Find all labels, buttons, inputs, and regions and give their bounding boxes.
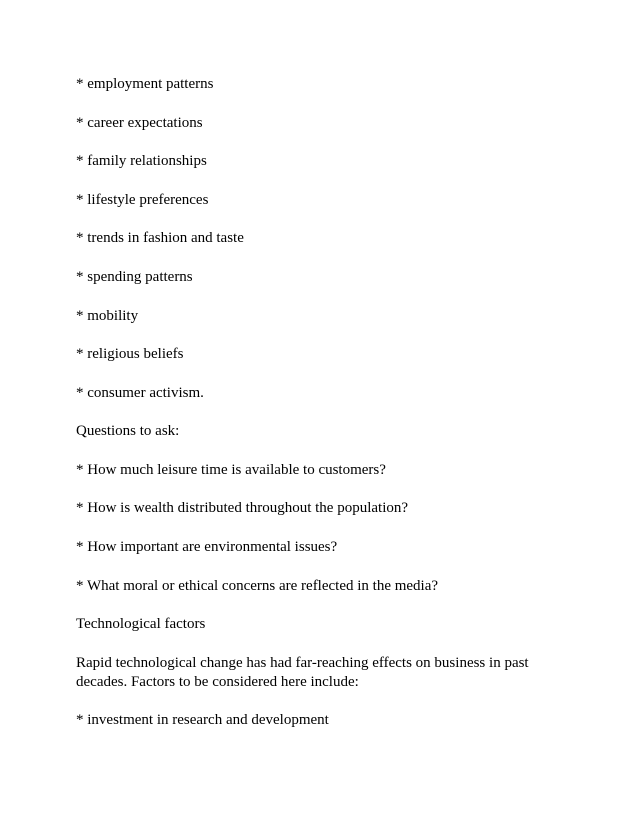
intro-paragraph-line: decades. Factors to be considered here include: <box>76 674 359 690</box>
list-item-employment-patterns: * employment patterns <box>76 76 214 92</box>
questions-heading: Questions to ask: <box>76 423 180 439</box>
list-item-family-relationships: * family relationships <box>76 153 207 169</box>
question-leisure-time: * How much leisure time is available to customers? <box>76 462 386 478</box>
intro-paragraph-line: Rapid technological change has had far-reaching effects on business in past <box>76 655 529 671</box>
question-wealth-distribution: * How is wealth distributed throughout the population? <box>76 500 409 516</box>
question-moral-ethical-concerns: * What moral or ethical concerns are reflected in the media? <box>76 578 439 594</box>
section-heading-technological-factors: Technological factors <box>76 616 206 632</box>
list-item-religious-beliefs: * religious beliefs <box>76 346 184 362</box>
question-environmental-issues: * How important are environmental issues? <box>76 539 338 555</box>
intro-paragraph <box>76 654 546 692</box>
list-item-lifestyle-preferences: * lifestyle preferences <box>76 192 209 208</box>
list-item-trends-in-fashion: * trends in fashion and taste <box>76 230 244 246</box>
list-item-spending-patterns: * spending patterns <box>76 269 193 285</box>
list-item-investment-in-research: * investment in research and development <box>76 712 329 728</box>
list-item-consumer-activism: * consumer activism. <box>76 385 204 401</box>
list-item-career-expectations: * career expectations <box>76 115 203 131</box>
list-item-mobility: * mobility <box>76 308 139 324</box>
